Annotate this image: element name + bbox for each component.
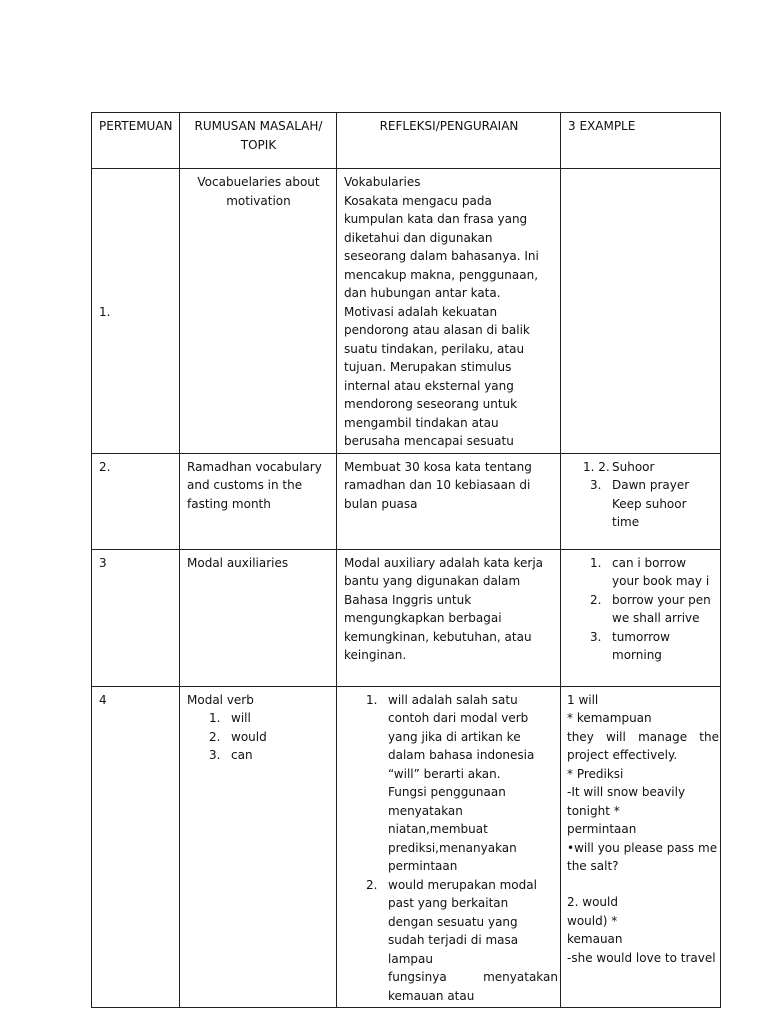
example-line — [567, 876, 719, 894]
list-text: would — [231, 729, 267, 744]
list-number: 2. — [590, 592, 602, 607]
list-item — [590, 554, 714, 591]
reflection-table — [91, 112, 721, 1008]
list-number: 2. — [209, 729, 221, 744]
header-examples: 3 EXAMPLE — [561, 113, 721, 169]
list-text: can — [231, 748, 253, 762]
list-text: will adalah salah satu contoh dari modal verb yang jika di artikan ke dalam bahasa indonesia “will” berarti akan. Fungsi penggunaan menyatakan niatan,membuat prediksi,menanyakan permintaan — [388, 692, 535, 873]
list-text: would merupakan modal past yang berkaitan dengan sesuatu yang sudah terjadi di masa lampau — [388, 877, 537, 966]
list-number: 3. — [590, 629, 602, 644]
header-refleksi: REFLEKSI/PENGURAIAN — [337, 113, 561, 169]
row-number: 3 — [92, 549, 180, 686]
row-reflection — [337, 169, 561, 454]
table-row — [92, 453, 721, 549]
reflection-list — [344, 691, 558, 1006]
list-number: 1. — [590, 555, 602, 570]
list-item — [209, 728, 330, 747]
list-number: 1. — [366, 692, 378, 707]
list-item — [209, 709, 330, 728]
example-line: 2. would — [567, 895, 618, 910]
list-text: will — [231, 711, 251, 725]
row-reflection — [337, 686, 561, 1008]
example-line: -she would love to travel — [567, 950, 716, 965]
row-topic: Modal auxiliaries — [180, 549, 337, 686]
header-pertemuan: PERTEMUAN — [92, 113, 180, 169]
example-line: * Prediksi — [567, 766, 624, 781]
list-text: borrow your pen we shall arrive — [612, 592, 711, 625]
header-rumusan-masalah: RUMUSAN MASALAH/ TOPIK — [180, 113, 337, 169]
example-line: * kemampuan — [567, 711, 652, 725]
examples-list — [568, 458, 714, 532]
row-topic: Vocabuelaries about motivation — [180, 169, 337, 454]
list-text: can i borrow your book may i — [612, 555, 710, 588]
example-line: permintaan — [567, 822, 637, 836]
list-item — [583, 458, 714, 477]
example-line: the salt? — [567, 859, 619, 873]
reflection-paragraph: Vokabularies — [344, 175, 421, 189]
list-item — [366, 691, 558, 876]
example-line: would) * — [567, 913, 618, 928]
row-topic: Ramadhan vocabulary and customs in the fasting month — [180, 453, 337, 549]
table-row — [92, 686, 721, 1008]
example-line: project effectively. — [567, 748, 678, 762]
reflection-paragraph: Motivasi adalah kekuatan pendorong atau alasan di balik suatu tindakan, perilaku, atau tujuan. Merupakan stimulus internal atau eksternal yang mendorong seseorang untuk mengambil tindakan atau berusaha mencapai sesuatu — [344, 304, 530, 448]
row-examples — [561, 549, 721, 686]
list-item — [366, 876, 558, 1006]
list-text: Suhoor — [612, 459, 655, 474]
list-number: 1. — [209, 711, 221, 725]
row-number: 4 — [92, 686, 180, 1008]
list-number: 3. — [590, 478, 602, 492]
list-text: tumorrow morning — [612, 629, 670, 662]
reflection-paragraph: Kosakata mengacu pada kumpulan kata dan frasa yang diketahui dan digunakan seseorang dalam bahasanya. Ini mencakup makna, penggunaan, dan hubungan antar kata. — [344, 193, 539, 300]
list-text: Keep suhoor time — [612, 496, 687, 529]
topic-list — [187, 709, 330, 765]
row-examples — [561, 453, 721, 549]
example-line: they will manage the — [567, 729, 719, 744]
list-item — [590, 628, 714, 665]
table-row — [92, 169, 721, 454]
list-number: 2. — [366, 877, 378, 892]
list-number: 1. 2. — [583, 459, 610, 474]
example-line: kemauan — [567, 932, 623, 947]
list-item — [590, 476, 714, 495]
list-text-justified: fungsinya menyatakan — [388, 970, 558, 984]
example-line: tonight * — [567, 803, 620, 818]
row-number-text: 1. — [99, 304, 111, 319]
row-number: 2. — [92, 453, 180, 549]
list-item — [209, 746, 330, 765]
list-item — [612, 495, 714, 532]
table-row — [92, 549, 721, 686]
row-reflection: Membuat 30 kosa kata tentang ramadhan dan 10 kebiasaan di bulan puasa — [337, 453, 561, 549]
examples-list — [568, 554, 714, 665]
row-reflection: Modal auxiliary adalah kata kerja bantu yang digunakan dalam Bahasa Inggris untuk mengungkapkan berbagai kemungkinan, kebutuhan, atau keinginan. — [337, 549, 561, 686]
list-text-cont: kemauan atau — [388, 988, 475, 1003]
list-number: 3. — [209, 748, 221, 762]
row-examples — [561, 169, 721, 454]
topic-title: Modal verb — [187, 692, 254, 707]
row-topic — [180, 686, 337, 1008]
example-line: 1 will — [567, 692, 599, 707]
example-line: -It will snow beavily — [567, 785, 686, 799]
row-number — [92, 169, 180, 454]
list-text: Dawn prayer — [612, 478, 690, 492]
list-item — [590, 591, 714, 628]
table-header-row — [92, 113, 721, 169]
example-line: •will you please pass me — [567, 840, 718, 855]
row-examples — [561, 686, 721, 1008]
